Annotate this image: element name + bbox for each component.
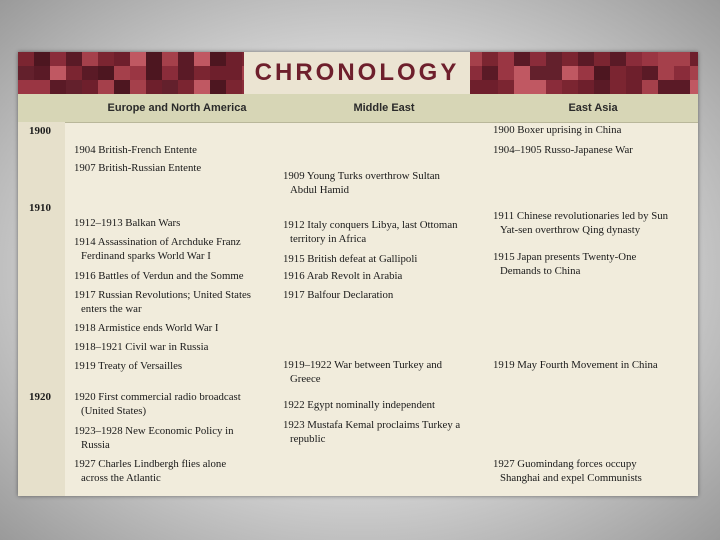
banner-tile xyxy=(130,66,146,80)
europe-event xyxy=(74,288,251,316)
event-line: 1904 British-French Entente xyxy=(74,144,197,156)
banner-tile xyxy=(626,66,642,80)
year-label: 1910 xyxy=(29,202,51,214)
banner-tile xyxy=(674,80,690,94)
banner-tile xyxy=(194,66,210,80)
banner-tile xyxy=(114,80,130,94)
banner-tile xyxy=(482,52,498,66)
banner-tile xyxy=(226,52,242,66)
banner-tile xyxy=(82,52,98,66)
event-line-continued: territory in Africa xyxy=(290,233,367,245)
event-line: 1927 Charles Lindbergh flies alone xyxy=(74,458,227,470)
europe-event xyxy=(74,424,234,452)
event-line: 1911 Chinese revolutionaries led by Sun xyxy=(493,210,669,222)
banner-tile xyxy=(98,66,114,80)
banner-tile xyxy=(546,80,562,94)
banner-tile xyxy=(514,66,530,80)
banner-tile xyxy=(66,80,82,94)
middle-east-event xyxy=(283,358,442,386)
banner-tile xyxy=(674,52,690,66)
banner-tile xyxy=(658,52,674,66)
east-asia-event xyxy=(493,123,621,137)
banner-tile xyxy=(514,52,530,66)
middle-east-event xyxy=(283,418,460,446)
east-asia-event xyxy=(493,358,658,372)
event-line-continued: Yat-sen overthrow Qing dynasty xyxy=(500,224,641,236)
banner-tile xyxy=(146,80,162,94)
event-line: 1907 British-Russian Entente xyxy=(74,162,202,174)
banner-tile xyxy=(610,80,626,94)
middle-east-event xyxy=(283,169,440,197)
banner-tile xyxy=(162,66,178,80)
europe-event xyxy=(74,161,201,175)
europe-event xyxy=(74,269,244,283)
banner-tile xyxy=(546,66,562,80)
event-line: 1916 Battles of Verdun and the Somme xyxy=(74,270,244,282)
banner-tile xyxy=(50,80,66,94)
banner-tile xyxy=(578,52,594,66)
banner-tile xyxy=(178,80,194,94)
banner-tile xyxy=(658,80,674,94)
banner-tile xyxy=(690,52,698,66)
banner-tile xyxy=(530,66,546,80)
column-header-europe: Europe and North America xyxy=(107,102,247,114)
east-asia-event xyxy=(493,209,668,237)
banner-tile xyxy=(482,66,498,80)
banner-tile xyxy=(178,52,194,66)
east-asia-event xyxy=(493,143,633,157)
year-label: 1920 xyxy=(29,391,51,403)
banner-tile xyxy=(34,66,50,80)
europe-event xyxy=(74,216,180,230)
event-line: 1919 Treaty of Versailles xyxy=(74,360,183,372)
banner-tile xyxy=(610,66,626,80)
banner-tile xyxy=(498,66,514,80)
event-line: 1912–1913 Balkan Wars xyxy=(74,217,181,229)
europe-event xyxy=(74,359,182,373)
banner-tile xyxy=(146,66,162,80)
event-line: 1918–1921 Civil war in Russia xyxy=(74,341,209,353)
banner-tile xyxy=(82,80,98,94)
europe-event xyxy=(74,457,226,485)
event-line: 1904–1905 Russo-Japanese War xyxy=(493,144,633,156)
banner-tile xyxy=(578,66,594,80)
europe-event xyxy=(74,143,197,157)
banner-tile xyxy=(642,66,658,80)
europe-event xyxy=(74,390,241,418)
year-column xyxy=(18,122,65,496)
event-line-continued: Abdul Hamid xyxy=(290,184,350,196)
event-line-continued: republic xyxy=(290,433,326,445)
banner-tile xyxy=(690,66,698,80)
column-header-row xyxy=(18,94,698,123)
event-line: 1922 Egypt nominally independent xyxy=(283,399,436,411)
event-line-continued: Demands to China xyxy=(500,265,581,277)
banner-tile xyxy=(210,52,226,66)
banner-tile xyxy=(594,52,610,66)
page-title: CHRONOLOGY xyxy=(244,52,470,94)
banner-tile xyxy=(162,80,178,94)
column-header-east-asia: East Asia xyxy=(568,102,618,114)
europe-event xyxy=(74,340,208,354)
banner-tile xyxy=(642,52,658,66)
event-line-continued: enters the war xyxy=(81,303,142,315)
banner-tile xyxy=(210,66,226,80)
banner-tile xyxy=(562,66,578,80)
banner-tile xyxy=(98,52,114,66)
banner-tile xyxy=(594,66,610,80)
event-line: 1916 Arab Revolt in Arabia xyxy=(283,270,403,282)
banner-tile xyxy=(162,52,178,66)
event-line: 1923 Mustafa Kemal proclaims Turkey a xyxy=(283,419,461,431)
banner-tile xyxy=(562,52,578,66)
banner-tile xyxy=(114,66,130,80)
banner-tile xyxy=(210,80,226,94)
event-line-continued: (United States) xyxy=(81,405,147,417)
banner-tile xyxy=(498,52,514,66)
banner-tile xyxy=(50,52,66,66)
banner-tile xyxy=(690,80,698,94)
event-line: 1914 Assassination of Archduke Franz xyxy=(74,236,241,248)
banner-tile xyxy=(66,52,82,66)
event-line-continued: Shanghai and expel Communists xyxy=(500,472,642,484)
event-line-continued: Ferdinand sparks World War I xyxy=(81,250,211,262)
event-line: 1912 Italy conquers Libya, last Ottoman xyxy=(283,219,458,231)
banner-tile xyxy=(226,66,242,80)
banner-tile xyxy=(18,80,34,94)
banner-tile xyxy=(18,66,34,80)
banner-tile xyxy=(530,52,546,66)
banner-tile xyxy=(530,80,546,94)
event-line: 1920 First commercial radio broadcast xyxy=(74,391,241,403)
banner-tile xyxy=(50,66,66,80)
banner-tile xyxy=(114,52,130,66)
banner-tile xyxy=(18,52,34,66)
event-line: 1918 Armistice ends World War I xyxy=(74,322,219,334)
chronology-slide xyxy=(18,52,698,496)
event-line: 1917 Balfour Declaration xyxy=(283,289,394,301)
banner-tile xyxy=(146,52,162,66)
middle-east-event xyxy=(283,269,402,283)
event-line-continued: across the Atlantic xyxy=(81,472,161,484)
banner-tile xyxy=(674,66,690,80)
banner-tile xyxy=(482,80,498,94)
event-line: 1927 Guomindang forces occupy xyxy=(493,458,637,470)
event-line: 1915 Japan presents Twenty-One xyxy=(493,251,637,263)
banner-tile xyxy=(34,80,50,94)
event-line: 1909 Young Turks overthrow Sultan xyxy=(283,170,440,182)
event-line-continued: Russia xyxy=(81,439,110,451)
event-line: 1917 Russian Revolutions; United States xyxy=(74,289,251,301)
east-asia-event xyxy=(493,457,642,485)
banner-tile xyxy=(130,80,146,94)
banner-tile xyxy=(226,80,242,94)
europe-event xyxy=(74,321,219,335)
title-banner xyxy=(18,52,698,94)
middle-east-event xyxy=(283,252,417,266)
column-header-middle-east: Middle East xyxy=(353,102,415,114)
banner-tile xyxy=(626,52,642,66)
banner-tile xyxy=(498,80,514,94)
event-line: 1900 Boxer uprising in China xyxy=(493,124,622,136)
banner-tile xyxy=(130,52,146,66)
banner-tile xyxy=(546,52,562,66)
banner-tile xyxy=(594,80,610,94)
banner-tile xyxy=(626,80,642,94)
event-line: 1915 British defeat at Gallipoli xyxy=(283,253,418,265)
event-line: 1919 May Fourth Movement in China xyxy=(493,359,658,371)
banner-tile xyxy=(98,80,114,94)
banner-tile xyxy=(178,66,194,80)
middle-east-event xyxy=(283,288,393,302)
east-asia-event xyxy=(493,250,636,278)
banner-tile xyxy=(82,66,98,80)
event-line-continued: Greece xyxy=(290,373,321,385)
banner-tile xyxy=(194,80,210,94)
banner-tile xyxy=(514,80,530,94)
banner-tile xyxy=(34,52,50,66)
banner-tile xyxy=(194,52,210,66)
year-label: 1900 xyxy=(29,125,51,137)
banner-tile xyxy=(66,66,82,80)
banner-tile xyxy=(642,80,658,94)
banner-tile xyxy=(658,66,674,80)
banner-tile xyxy=(578,80,594,94)
europe-event xyxy=(74,235,241,263)
banner-tile xyxy=(610,52,626,66)
event-line: 1919–1922 War between Turkey and xyxy=(283,359,443,371)
event-line: 1923–1928 New Economic Policy in xyxy=(74,425,234,437)
middle-east-event xyxy=(283,398,435,412)
banner-tile xyxy=(562,80,578,94)
middle-east-event xyxy=(283,218,458,246)
